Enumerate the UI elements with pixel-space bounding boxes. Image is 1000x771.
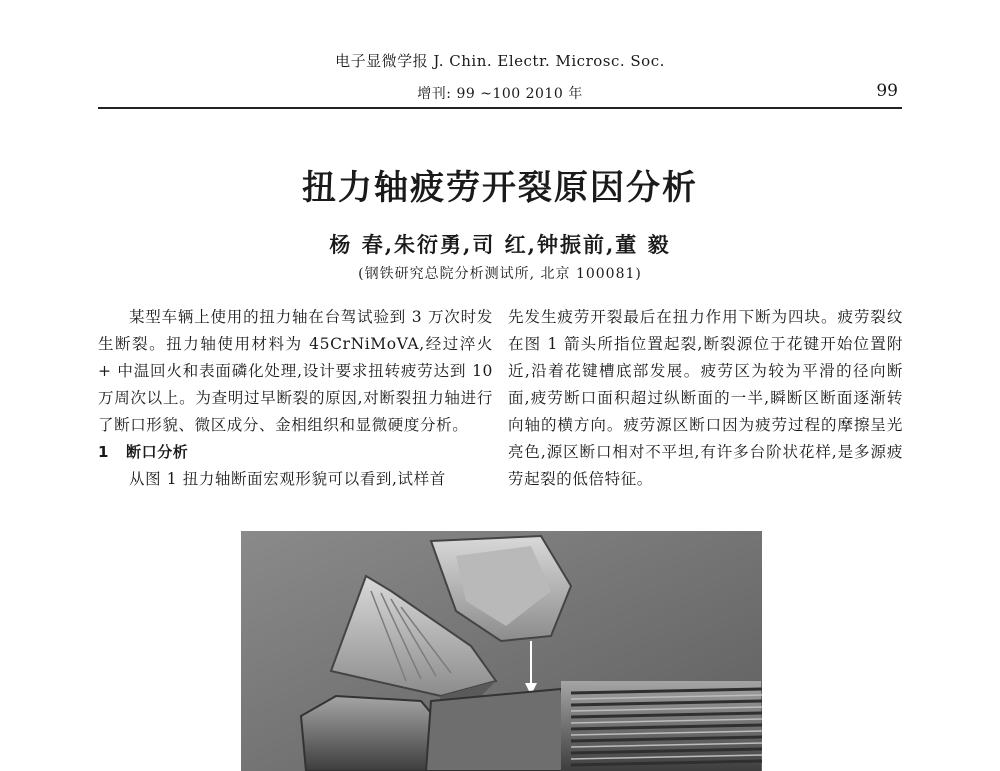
section-heading	[98, 439, 493, 466]
fracture-photo-illustration	[241, 531, 762, 771]
page-number: 99	[876, 81, 898, 101]
fracture-photo	[241, 531, 762, 771]
article-title: 扭力轴疲劳开裂原因分析	[302, 168, 698, 208]
fracture-paragraph-continued: 先发生疲劳开裂最后在扭力作用下断为四块。疲劳裂纹在图 1 箭头所指位置起裂,断裂源位于花键开始位置附近,沿着花键槽底部发展。疲劳区为较为平滑的径向断面,疲劳断口面积超过纵断面的一半,瞬断区断面逐渐转向轴的横方向。疲劳源区断口因为疲劳过程的摩擦呈光亮色,源区断口相对不平坦,有许多台阶状花样,是多源疲劳起裂的低倍特征。	[508, 308, 903, 488]
section-title: 断口分析	[126, 443, 189, 461]
author-list: 杨 春,朱衍勇,司 红,钟振前,董 毅	[329, 232, 671, 257]
section-number: 1	[98, 443, 110, 461]
left-column	[98, 304, 493, 493]
issue-line: 增刊: 99 ~100 2010 年	[417, 86, 583, 102]
intro-paragraph: 某型车辆上使用的扭力轴在台驾试验到 3 万次时发生断裂。扭力轴使用材料为 45CrNiMoVA,经过淬火 + 中温回火和表面磷化处理,设计要求扭转疲劳达到 10 万周次以上。为查明过早断裂的原因,对断裂扭力轴进行了断口形貌、微区成分、金相组织和显微硬度分析。	[98, 308, 493, 434]
affiliation: (钢铁研究总院分析测试所, 北京 100081)	[358, 266, 642, 282]
header-rule	[98, 107, 902, 109]
journal-header: 电子显微学报 J. Chin. Electr. Microsc. Soc.	[335, 52, 665, 70]
fracture-paragraph-start: 从图 1 扭力轴断面宏观形貌可以看到,试样首	[129, 470, 446, 488]
right-column	[508, 304, 903, 493]
